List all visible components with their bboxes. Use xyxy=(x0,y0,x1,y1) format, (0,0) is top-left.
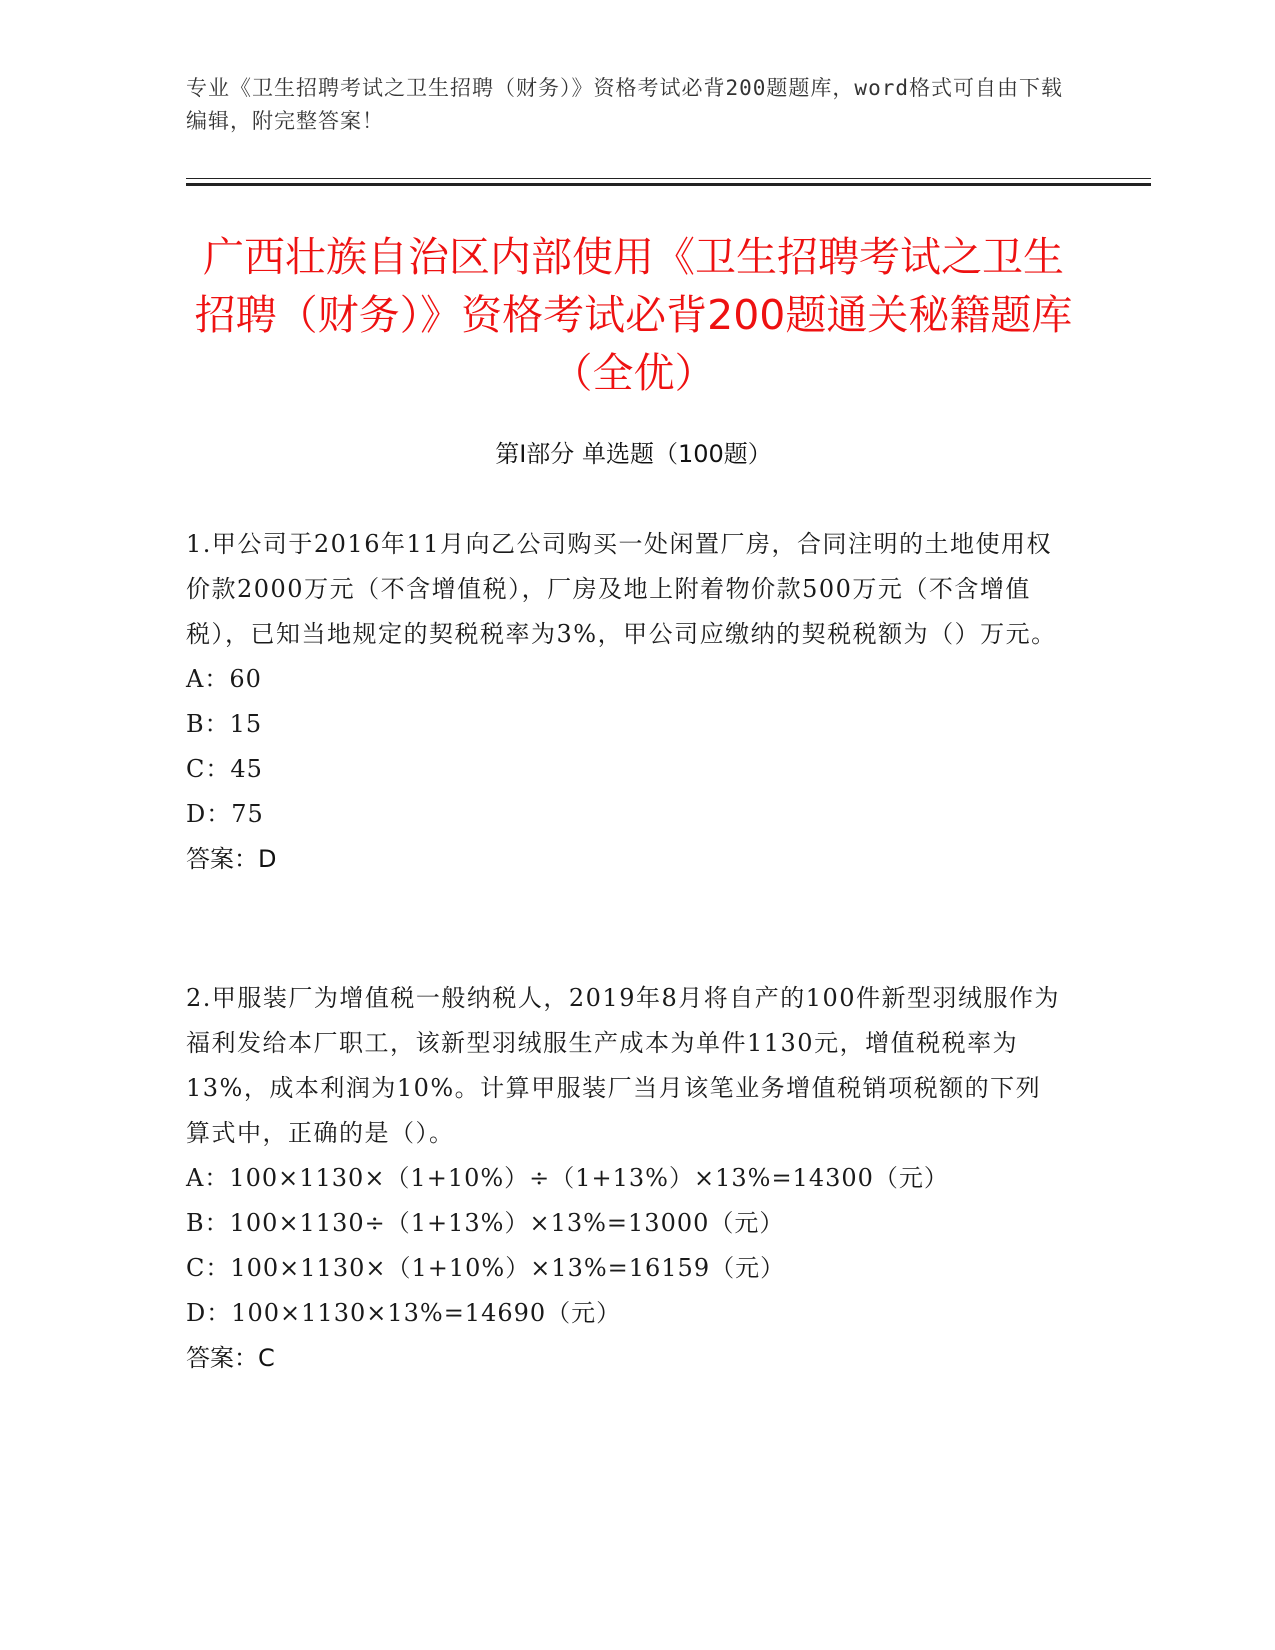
document-title: 广西壮族自治区内部使用《卫生招聘考试之卫生招聘（财务）》资格考试必背200题通关秘籍题库（全优） xyxy=(194,233,1073,397)
header-note: 专业《卫生招聘考试之卫生招聘（财务）》资格考试必背200题题库，word格式可自由下载编辑，附完整答案！ xyxy=(186,76,1063,133)
section-heading: 第Ⅰ部分 单选题（100题） xyxy=(495,440,772,468)
option-d: D：100×1130×13%=14690（元） xyxy=(186,1299,622,1327)
option-d: D：75 xyxy=(186,800,264,828)
header-divider-thick xyxy=(186,183,1151,186)
option-a: A：60 xyxy=(186,665,262,693)
question-stem: 2.甲服装厂为增值税一般纳税人，2019年8月将自产的100件新型羽绒服作为福利发给本厂职工，该新型羽绒服生产成本为单件1130元，增值税税率为13%，成本利润为10%。计算甲服装厂当月该笔业务增值税销项税额的下列算式中，正确的是（）。 xyxy=(186,984,1061,1147)
option-c: C：100×1130×（1+10%）×13%=16159（元） xyxy=(186,1254,786,1282)
answer-line: 答案：C xyxy=(186,1344,275,1372)
option-c: C：45 xyxy=(186,755,263,783)
question-1 xyxy=(186,522,1066,882)
option-a: A：100×1130×（1+10%）÷（1+13%）×13%=14300（元） xyxy=(186,1164,949,1192)
question-2 xyxy=(186,976,1066,1381)
question-stem: 1.甲公司于2016年11月向乙公司购买一处闲置厂房，合同注明的土地使用权价款2000万元（不含增值税），厂房及地上附着物价款500万元（不含增值税），已知当地规定的契税税率为3%，甲公司应缴纳的契税税额为（）万元。 xyxy=(186,530,1057,648)
option-b: B：15 xyxy=(186,710,263,738)
option-b: B：100×1130÷（1+13%）×13%=13000（元） xyxy=(186,1209,785,1237)
header-divider-thin xyxy=(186,178,1151,179)
answer-line: 答案：D xyxy=(186,845,277,873)
